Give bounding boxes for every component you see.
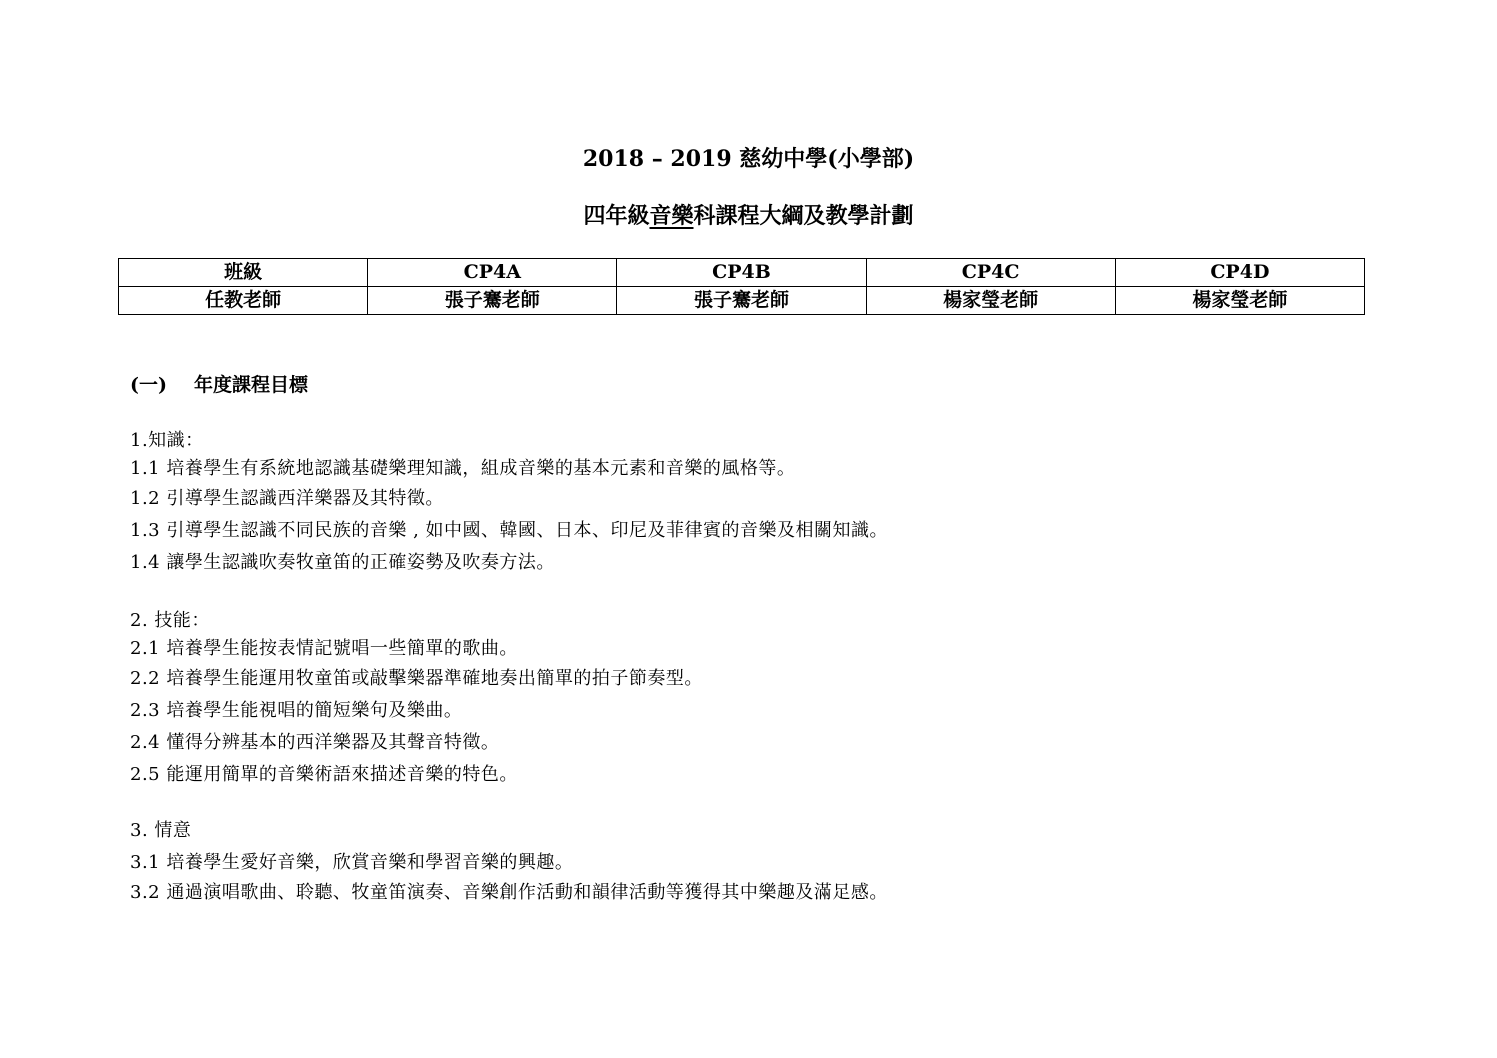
class-teacher-table <box>118 258 1365 315</box>
section-title: 年度課程目標 <box>194 374 309 396</box>
skills-item: 2.1 培養學生能按表情記號唱一些簡單的歌曲。 <box>130 638 518 659</box>
table-cell: CP4B <box>617 259 866 287</box>
attitude-heading: 3. 情意 <box>130 820 192 841</box>
table-cell: 任教老師 <box>119 287 368 315</box>
subtitle-prefix: 四年級 <box>583 203 650 229</box>
document-title: 2018 – 2019 慈幼中學(小學部) <box>582 146 915 172</box>
skills-item: 2.5 能運用簡單的音樂術語來描述音樂的特色。 <box>130 764 518 785</box>
section-number: (一) <box>130 374 167 396</box>
subtitle-suffix: 科課程大綱及教學計劃 <box>693 203 914 229</box>
table-row-classes <box>119 259 1365 287</box>
attitude-item: 3.2 通過演唱歌曲、聆聽、牧童笛演奏、音樂創作活動和韻律活動等獲得其中樂趣及滿足感。 <box>130 882 888 903</box>
knowledge-item: 1.4 讓學生認識吹奏牧童笛的正確姿勢及吹奏方法。 <box>130 552 555 573</box>
table-row-teachers <box>119 287 1365 315</box>
skills-heading: 2. 技能： <box>130 610 210 631</box>
document-subtitle <box>0 201 1497 231</box>
knowledge-item: 1.2 引導學生認識西洋樂器及其特徵。 <box>130 488 444 509</box>
skills-item: 2.3 培養學生能視唱的簡短樂句及樂曲。 <box>130 700 463 721</box>
table-cell: 班級 <box>119 259 368 287</box>
table-cell: CP4D <box>1115 259 1364 287</box>
skills-item: 2.4 懂得分辨基本的西洋樂器及其聲音特徵。 <box>130 732 500 753</box>
attitude-item: 3.1 培養學生愛好音樂，欣賞音樂和學習音樂的興趣。 <box>130 852 574 873</box>
knowledge-heading: 1.知識： <box>130 430 204 451</box>
table-cell: 楊家瑩老師 <box>866 287 1115 315</box>
section-heading <box>130 371 308 399</box>
table-cell: 楊家瑩老師 <box>1115 287 1364 315</box>
table-cell: CP4C <box>866 259 1115 287</box>
table-cell: CP4A <box>368 259 617 287</box>
knowledge-item: 1.1 培養學生有系統地認識基礎樂理知識，組成音樂的基本元素和音樂的風格等。 <box>130 458 796 479</box>
subtitle-subject: 音樂 <box>649 203 694 229</box>
table-cell: 張子騫老師 <box>368 287 617 315</box>
table-cell: 張子騫老師 <box>617 287 866 315</box>
skills-item: 2.2 培養學生能運用牧童笛或敲擊樂器準確地奏出簡單的拍子節奏型。 <box>130 668 703 689</box>
knowledge-item: 1.3 引導學生認識不同民族的音樂 , 如中國、韓國、日本、印尼及菲律賓的音樂及相關知識。 <box>130 520 889 541</box>
